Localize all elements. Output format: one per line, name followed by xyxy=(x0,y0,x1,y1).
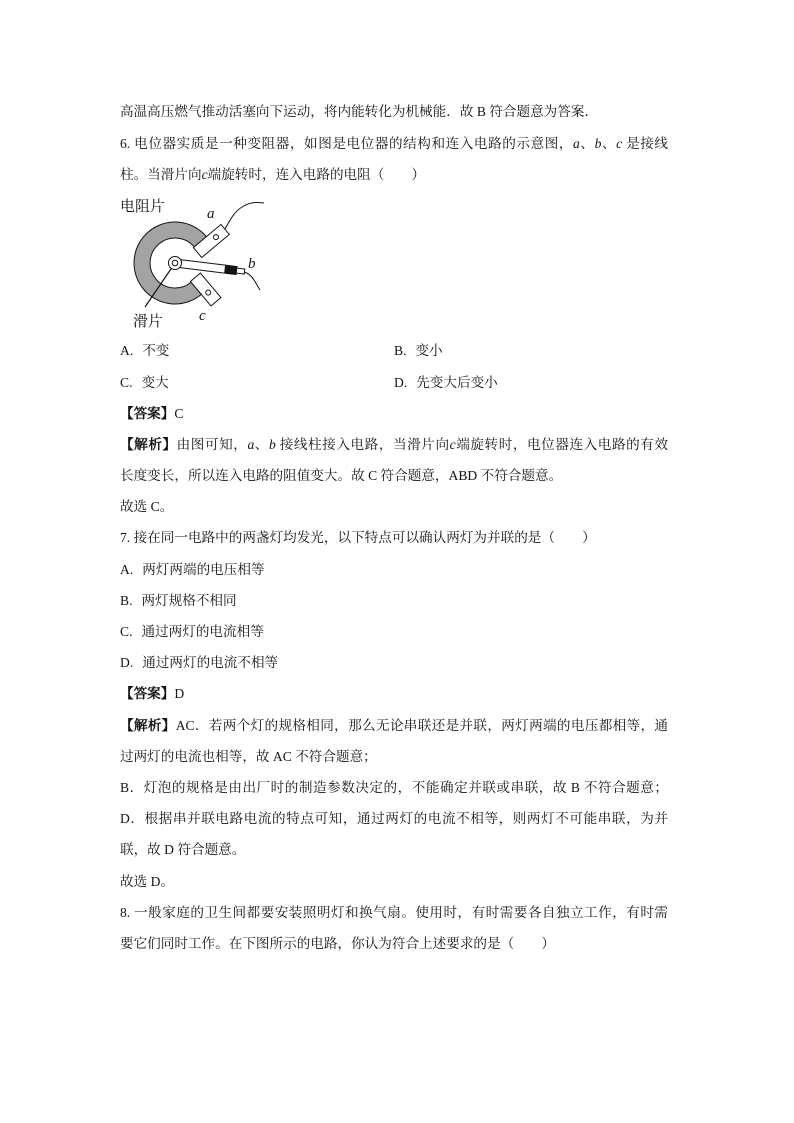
resistor-label: 电阻片 xyxy=(120,198,166,215)
slider-hub xyxy=(169,256,182,269)
q7-analysis-line-4 xyxy=(120,803,668,834)
option-text: 变小 xyxy=(415,343,443,359)
text-run: 联，故 D 符合题意。 xyxy=(120,842,246,858)
option-letter: D. xyxy=(394,374,408,390)
text-run: B．灯泡的规格是由出厂时的制造参数决定的，不能确定并联或串联，故 B 不符合题意； xyxy=(120,779,668,795)
bold-label: 【解析】 xyxy=(120,717,176,733)
q6-option-d xyxy=(394,367,668,398)
text-run: 高温高压燃气推动活塞向下运动，将内能转化为机械能．故 B 符合题意为答案． xyxy=(120,104,599,120)
terminal-b-label: b xyxy=(248,255,256,272)
q7-analysis-line-3 xyxy=(120,772,668,803)
italic-variable: b xyxy=(594,135,602,151)
q6-option-c xyxy=(120,367,394,398)
terminal-a-label: a xyxy=(207,205,215,222)
q6-stem-line-1 xyxy=(120,128,668,159)
option-letter: D. xyxy=(120,655,134,671)
q7-stem-line-1 xyxy=(120,522,668,553)
q6-option-b xyxy=(394,335,668,366)
terminal-c-label: c xyxy=(199,307,206,324)
italic-variable: b xyxy=(268,436,276,452)
slider-label: 滑片 xyxy=(133,313,164,330)
q7-conclusion: 故选 D。 xyxy=(120,873,174,889)
option-letter: A. xyxy=(120,561,134,577)
text-run: 6. 电位器实质是一种变阻器，如图是电位器的结构和连入电路的示意图， xyxy=(120,135,574,151)
option-text: 通过两灯的电流不相等 xyxy=(142,655,279,671)
answer-label: 【答案】 xyxy=(120,405,175,421)
option-letter: B. xyxy=(394,343,407,359)
q6-conclusion: 故选 C。 xyxy=(120,499,174,515)
option-text: 先变大后变小 xyxy=(416,374,498,390)
text-run: 过两灯的电流也相等，故 AC 不符合题意； xyxy=(120,748,377,764)
q8-stem-line-2 xyxy=(120,928,668,959)
option-letter: B. xyxy=(120,592,133,608)
slider-arm xyxy=(175,259,245,275)
option-text: 通过两灯的电流相等 xyxy=(141,624,264,640)
q6-stem-line-2 xyxy=(120,159,668,190)
text-run: 端旋转时，连入电路的电阻（ ） xyxy=(207,166,426,182)
page-content xyxy=(120,96,668,959)
option-text: 变大 xyxy=(141,374,169,390)
q6-options-row-2 xyxy=(120,367,668,398)
text-run: 8. 一般家庭的卫生间都要安装照明灯和换气扇。使用时，有时需要各自独立工作，有时需 xyxy=(120,904,668,920)
text-run: 长度变长，所以连入电路的阻值变大。故 C 符合题意，ABD 不符合题意。 xyxy=(120,468,563,484)
italic-variable: a xyxy=(573,135,580,151)
text-run: 要它们同时工作。在下图所示的电路，你认为符合上述要求的是（ ） xyxy=(120,935,555,951)
terminal-b-wire xyxy=(244,272,260,290)
q6-analysis-line-1 xyxy=(120,429,668,460)
q8-stem-line-1 xyxy=(120,897,668,928)
text-run: 柱。当滑片向 xyxy=(120,166,202,182)
text-run: 、 xyxy=(601,135,617,151)
q7-analysis-line-2 xyxy=(120,741,668,772)
option-letter: C. xyxy=(120,374,133,390)
q7-analysis-line-1 xyxy=(120,710,668,741)
potentiometer-diagram xyxy=(118,190,270,336)
option-text: 两灯规格不相同 xyxy=(141,592,237,608)
text-run: 、 xyxy=(254,436,269,452)
terminal-a-wire xyxy=(225,202,264,229)
text-run: 是接线 xyxy=(622,135,668,151)
carryover-line xyxy=(120,96,668,127)
italic-variable: a xyxy=(247,436,255,452)
italic-variable: c xyxy=(616,135,623,151)
answer-value: D xyxy=(174,686,185,702)
bold-label: 【解析】 xyxy=(120,436,177,452)
q7-option-c xyxy=(120,616,668,647)
text-run: 端旋转时，电位器连入电路的有效 xyxy=(455,436,668,452)
italic-variable: c xyxy=(449,436,456,452)
text-run: 7. 接在同一电路中的两盏灯均发光，以下特点可以确认两灯为并联的是（ ） xyxy=(120,530,596,546)
q7-analysis-line-5 xyxy=(120,834,668,865)
q6-potentiometer-figure xyxy=(120,190,668,335)
option-text: 不变 xyxy=(142,343,170,359)
italic-variable: c xyxy=(201,166,208,182)
q6-answer xyxy=(120,398,668,429)
q6-analysis-line-2 xyxy=(120,460,668,491)
q7-option-a xyxy=(120,554,668,585)
answer-label: 【答案】 xyxy=(120,686,175,702)
text-run: AC．若两个灯的规格相同，那么无论串联还是并联，两灯两端的电压都相等，通 xyxy=(175,717,668,733)
answer-value: C xyxy=(174,405,184,421)
text-run: D．根据串并联电路电流的特点可知，通过两灯的电流不相等，则两灯不可能串联，为并 xyxy=(120,811,668,827)
text-run: 接线柱接入电路，当滑片向 xyxy=(275,436,450,452)
text-run: 、 xyxy=(579,135,595,151)
option-letter: A. xyxy=(120,343,134,359)
q6-option-a xyxy=(120,335,394,366)
option-letter: C. xyxy=(120,624,133,640)
text-run: 由图可知， xyxy=(176,436,248,452)
q7-option-b xyxy=(120,585,668,616)
q6-options-row-1 xyxy=(120,335,668,366)
q7-answer xyxy=(120,678,668,709)
q7-option-d xyxy=(120,647,668,678)
option-text: 两灯两端的电压相等 xyxy=(142,561,265,577)
